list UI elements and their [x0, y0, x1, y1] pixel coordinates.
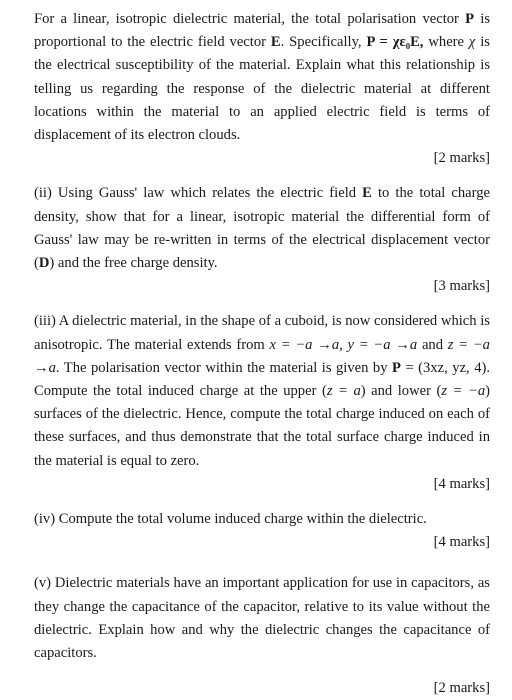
range-z: z = −a →a: [34, 336, 490, 376]
vector-d: D: [38, 255, 50, 272]
symbol-chi: χ: [468, 34, 476, 51]
vector-p: P: [392, 359, 401, 376]
lower-surface: z = −a: [441, 383, 486, 400]
vector-e: E: [362, 185, 372, 202]
text-run: and: [417, 336, 448, 353]
text-run: to the total charge density, show that for a linear, isotropic material the differential form of Gauss' law may be re-written in terms of the electrical displacement vector (: [34, 185, 490, 272]
text-run: For a linear, isotropic dielectric material, the total polarisation vector: [34, 11, 466, 27]
upper-surface: z = a: [326, 383, 361, 400]
text-run: . The polarisation vector within the material is given by: [55, 359, 393, 376]
question-5-marks: [2 marks]: [433, 680, 490, 697]
vector-p: P: [465, 11, 475, 27]
question-2-marks: [3 marks]: [433, 278, 490, 295]
text-run: is proportional to the electric field vector: [34, 11, 490, 51]
question-2-text: [34, 182, 490, 275]
text-run: is the electrical susceptibility of the material. Explain what this relationship is telling us regarding the response of the dielectric material at different locations within the material to an applied electric field is terms of displacement of its electron clouds.: [34, 34, 490, 144]
question-1-marks: [2 marks]: [433, 150, 490, 167]
text-run: ) and the free charge density.: [49, 255, 218, 272]
question-3-text: [34, 310, 490, 472]
text-run: . Specifically,: [280, 34, 367, 51]
question-3-marks: [4 marks]: [433, 475, 490, 492]
text-run: = (3xz, yz, 4). Compute the total induced charge at the upper (: [34, 359, 490, 400]
text-run: ) surfaces of the dielectric. Hence, compute the total charge induced on each of these surfaces, and thus demonstrate that the total surface charge induced in the material is equal to zero.: [34, 383, 491, 469]
range-xy: x = −a →a, y = −a →a: [269, 336, 418, 353]
equation-polarisation: P = χε₀E,: [366, 34, 424, 51]
question-1-text: [34, 8, 490, 147]
text-run: ) and lower (: [360, 383, 442, 400]
vector-e: E: [270, 34, 281, 51]
question-4-text: (iv) Compute the total volume induced charge within the dielectric.: [34, 511, 427, 528]
question-5-text: (v) Dielectric materials have an important application for use in capacitors, as they change the capacitance of the capacitor, relative to its value without the dielectric. Explain how and why the dielectric changes the capacitance of capacitors.: [34, 575, 490, 662]
text-run: (ii) Using Gauss' law which relates the electric field: [34, 185, 363, 202]
text-run: where: [423, 34, 469, 51]
question-4-marks: [4 marks]: [433, 534, 490, 551]
text-run: (iii) A dielectric material, in the shape of a cuboid, is now considered which is anisotropic. The material extends from: [34, 313, 490, 353]
